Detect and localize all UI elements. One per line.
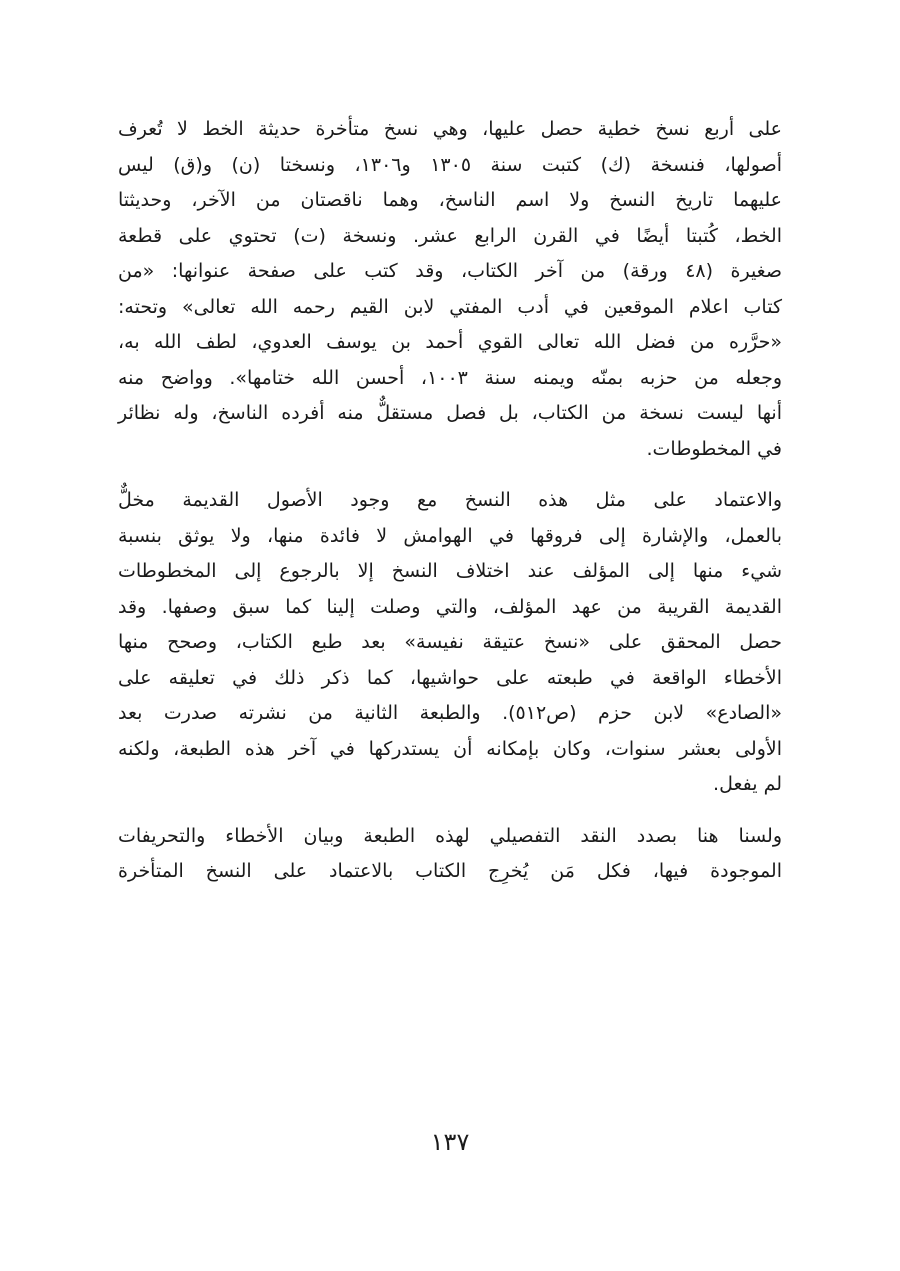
text-line: الموجودة فيها، فكل مَن يُخرِج الكتاب بالاعتماد على النسخ المتأخرة — [118, 860, 782, 882]
text-line: وجعله من حزبه بمنّه ويمنه سنة ١٠٠٣، أحسن الله ختامها». وواضح منه — [118, 366, 782, 389]
paragraph-3 — [118, 819, 782, 890]
text-line: شيء منها إلى المؤلف عند اختلاف النسخ إلا بالرجوع إلى المخطوطات — [118, 560, 782, 582]
text-line: الخط، كُتبتا أيضًا في القرن الرابع عشر. ونسخة (ت) تحتوي على قطعة — [118, 224, 782, 247]
text-line: والاعتماد على مثل هذه النسخ مع وجود الأصول القديمة مخلٌّ — [118, 489, 782, 511]
paragraph-1 — [118, 112, 782, 467]
text-line: عليهما تاريخ النسخ ولا اسم الناسخ، وهما ناقصتان من الآخر، وحديثتا — [118, 189, 782, 211]
text-line: كتاب اعلام الموقعين في أدب المفتي لابن القيم رحمه الله تعالى» وتحته: — [118, 295, 782, 318]
text-line: بالعمل، والإشارة إلى فروقها في الهوامش لا فائدة منها، ولا يوثق بنسبة — [118, 524, 782, 547]
text-line: حصل المحقق على «نسخ عتيقة نفيسة» بعد طبع الكتاب، وصحح منها — [118, 631, 782, 653]
page-number: ١٣٧ — [430, 1128, 470, 1156]
text-line: ولسنا هنا بصدد النقد التفصيلي لهذه الطبعة وبيان الأخطاء والتحريفات — [118, 824, 782, 847]
text-line: على أربع نسخ خطية حصل عليها، وهي نسخ متأخرة حديثة الخط لا تُعرف — [118, 118, 782, 140]
text-line: في المخطوطات. — [646, 437, 782, 460]
paragraph-2 — [118, 483, 782, 803]
body-text — [118, 112, 782, 890]
text-line: القديمة القريبة من عهد المؤلف، والتي وصلت إلينا كما سبق وصفها. وقد — [118, 595, 782, 618]
text-line: الأولى بعشر سنوات، وكان بإمكانه أن يستدركها في آخر هذه الطبعة، ولكنه — [118, 737, 782, 760]
text-line: «حرَّره من فضل الله تعالى القوي أحمد بن يوسف العدوي، لطف الله به، — [118, 331, 782, 353]
text-line: «الصادع» لابن حزم (ص٥١٢). والطبعة الثانية من نشرته صدرت بعد — [118, 702, 782, 724]
text-line: أنها ليست نسخة من الكتاب، بل فصل مستقلٌّ منه أفرده الناسخ، وله نظائر — [118, 402, 782, 424]
text-line: الأخطاء الواقعة في طبعته على حواشيها، كما ذكر ذلك في تعليقه على — [118, 666, 782, 689]
text-line: لم يفعل. — [713, 773, 782, 795]
text-line: صغيرة (٤٨ ورقة) من آخر الكتاب، وقد كتب على صفحة عنوانها: «من — [118, 260, 782, 282]
text-line: أصولها، فنسخة (ك) كتبت سنة ١٣٠٥ و١٣٠٦، ونسختا (ن) و(ق) ليس — [118, 153, 783, 176]
